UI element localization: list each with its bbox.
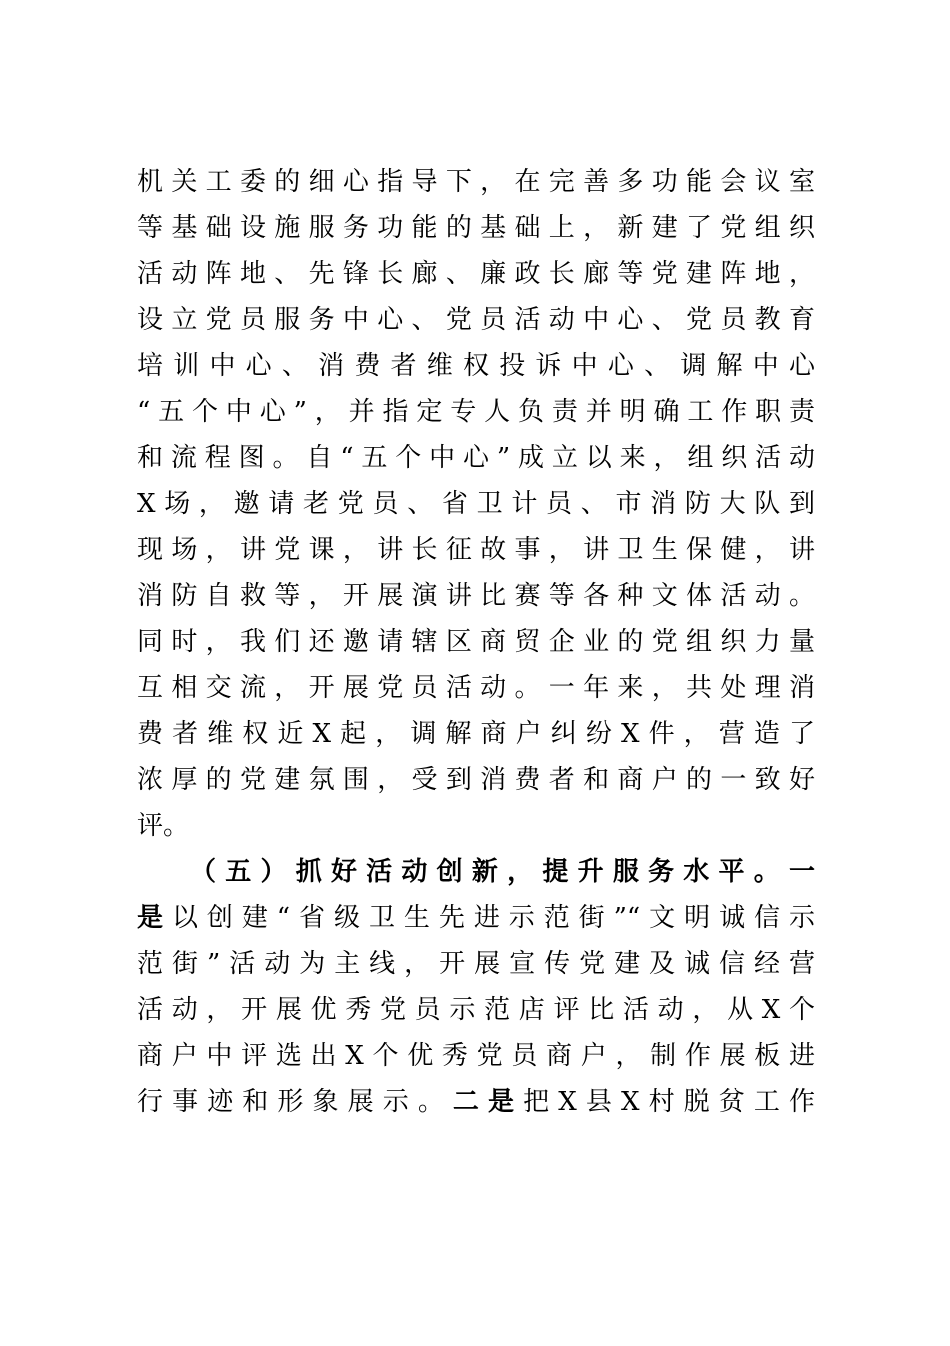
paragraph-text: 把X县X村脱贫工作 xyxy=(523,1087,815,1117)
paragraph-line: 现场，讲党课，讲长征故事，讲卫生保健，讲 xyxy=(137,535,815,565)
paragraph-line: 机关工委的细心指导下，在完善多功能会议室 xyxy=(137,167,815,197)
bold-marker-second: 二是 xyxy=(452,1087,524,1117)
paragraph-line: 商户中评选出X个优秀党员商户，制作展板进 xyxy=(137,1041,815,1071)
paragraph-line: 评。 xyxy=(137,811,190,841)
paragraph-line: 互相交流，开展党员活动。一年来，共处理消 xyxy=(137,673,815,703)
paragraph-line xyxy=(137,900,815,936)
paragraph-line: “五个中心”，并指定专人负责并明确工作职责 xyxy=(137,397,815,427)
paragraph-line: 范街”活动为主线，开展宣传党建及诚信经营 xyxy=(137,949,815,979)
paragraph-line xyxy=(137,1084,815,1120)
paragraph-line: X场，邀请老党员、省卫计员、市消防大队到 xyxy=(137,489,815,519)
paragraph-line: 同时，我们还邀请辖区商贸企业的党组织力量 xyxy=(137,627,815,657)
paragraph-line: 费者维权近X起，调解商户纠纷X件，营造了 xyxy=(137,719,815,749)
paragraph-line: 设立党员服务中心、党员活动中心、党员教育 xyxy=(137,305,815,335)
bold-marker-first: 是 xyxy=(137,903,172,933)
paragraph-line: 活动，开展优秀党员示范店评比活动，从X个 xyxy=(137,995,815,1025)
paragraph-line: 等基础设施服务功能的基础上，新建了党组织 xyxy=(137,213,815,243)
paragraph-line: 浓厚的党建氛围，受到消费者和商户的一致好 xyxy=(137,765,815,795)
paragraph-line: 活动阵地、先锋长廊、廉政长廊等党建阵地， xyxy=(137,259,815,289)
paragraph-line: 培训中心、消费者维权投诉中心、调解中心 xyxy=(137,351,815,381)
paragraph-line: 和流程图。自“五个中心”成立以来，组织活动 xyxy=(137,443,815,473)
paragraph-line: 消防自救等，开展演讲比赛等各种文体活动。 xyxy=(137,581,815,611)
paragraph-text: 以创建“省级卫生先进示范街”“文明诚信示 xyxy=(171,903,815,933)
section-heading-five: （五）抓好活动创新，提升服务水平。一 xyxy=(190,857,815,887)
paragraph-text: 行事迹和形象展示。 xyxy=(137,1087,453,1117)
